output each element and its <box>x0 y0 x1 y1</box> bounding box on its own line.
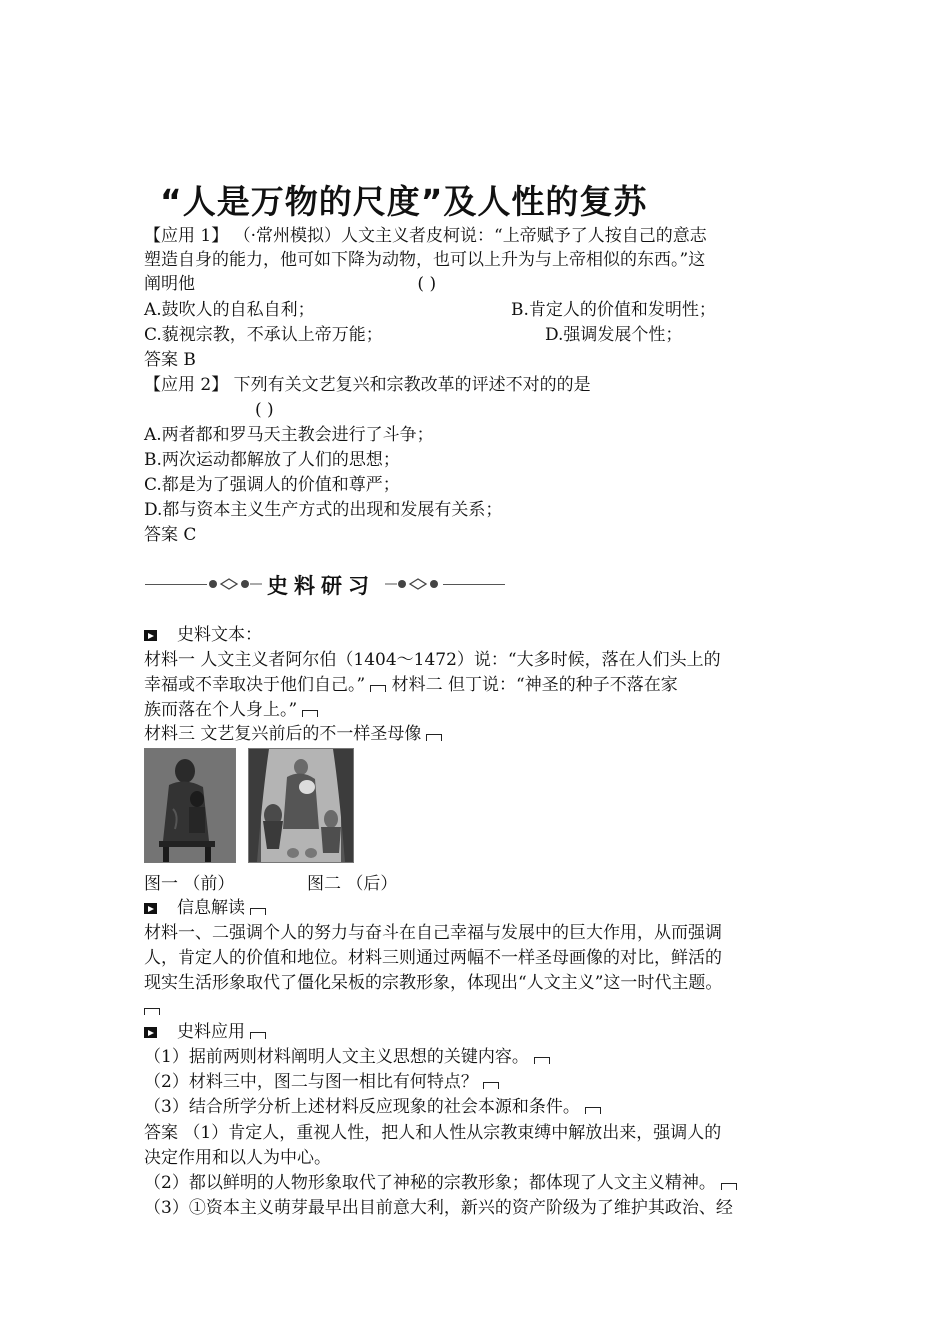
image-caption-after: 图二 （后） <box>307 874 398 894</box>
q2-stem: 【应用 2】 下列有关文艺复兴和宗教改革的评述不对的的是 <box>144 375 591 395</box>
interpretation-line3: 现实生活形象取代了僵化呆板的宗教形象，体现出“人文主义”这一时代主题。 <box>144 973 723 993</box>
madonna-before-image <box>144 748 236 863</box>
q2-answer-blank: ( ) <box>255 400 274 420</box>
image-caption-before: 图一 （前） <box>144 874 235 894</box>
return-mark-icon <box>302 710 318 717</box>
play-bullet-icon <box>144 630 157 641</box>
application-question-1 <box>144 1045 550 1069</box>
play-bullet-icon <box>144 903 157 914</box>
return-mark-icon <box>370 685 386 692</box>
madonna-statue-icon <box>145 749 235 862</box>
question-text: （3）结合所学分析上述材料反应现象的社会本源和条件。 <box>144 1097 580 1117</box>
q1-answer: 答案 B <box>144 350 196 370</box>
madonna-after-image <box>248 748 354 863</box>
banner-ornament-left-icon <box>207 577 262 591</box>
section-heading-label: 信息解读 <box>177 898 245 918</box>
material-two-line2 <box>144 698 318 722</box>
q2-option-d: D.都与资本主义生产方式的出现和发展有关系； <box>144 500 503 520</box>
page-title: “人是万物的尺度”及人性的复苏 <box>160 182 648 221</box>
question-text: （2）材料三中，图二与图一相比有何特点？ <box>144 1072 478 1092</box>
interpretation-end <box>144 996 160 1020</box>
material-three-text: 材料三 文艺复兴前后的不一样圣母像 <box>144 724 422 744</box>
material-two-end: 族而落在个人身上。” <box>144 700 298 720</box>
application-answer-3: （3）①资本主义萌芽最早出目前意大利，新兴的资产阶级为了维护其政治、经 <box>144 1198 733 1218</box>
application-answer-1-cont: 决定作用和以人为中心。 <box>144 1148 331 1168</box>
q1-option-d: D.强调发展个性； <box>545 325 683 345</box>
interpretation-line1: 材料一、二强调个人的努力与奋斗在自己幸福与发展中的巨大作用，从而强调 <box>144 923 722 943</box>
application-question-2 <box>144 1070 499 1094</box>
interpretation-line2: 人，肯定人的价值和地位。材料三则通过两幅不一样圣母画像的对比，鲜活的 <box>144 948 722 968</box>
section-heading-label: 史料应用 <box>177 1022 245 1042</box>
q2-option-a: A.两者都和罗马天主教会进行了斗争； <box>144 425 434 445</box>
return-mark-icon <box>585 1107 601 1114</box>
return-mark-icon <box>250 1032 266 1039</box>
section-interpretation-heading <box>144 896 266 920</box>
return-mark-icon <box>144 1008 160 1015</box>
q1-option-a: A.鼓吹人的自私自利； <box>144 300 315 320</box>
banner-title: 史料研习 <box>267 574 375 598</box>
application-answer-1: 答案 （1）肯定人，重视人性，把人和人性从宗教束缚中解放出来，强调人的 <box>144 1123 722 1143</box>
section-application-heading <box>144 1020 266 1044</box>
q1-option-c: C.藐视宗教，不承认上帝万能； <box>144 325 383 345</box>
banner-rule-right <box>443 584 505 585</box>
material-one-line1: 材料一 人文主义者阿尔伯（1404～1472）说：“大多时候，落在人们头上的 <box>144 650 721 670</box>
q2-option-c: C.都是为了强调人的价值和尊严； <box>144 475 400 495</box>
section-source-text-heading <box>144 623 262 647</box>
banner-rule-left <box>145 584 207 585</box>
return-mark-icon <box>426 734 442 741</box>
q1-answer-blank: ( ) <box>417 274 437 294</box>
section-banner <box>145 566 505 602</box>
q1-stem-line1: 【应用 1】 （·常州模拟）人文主义者皮柯说：“上帝赋予了人按自己的意志 <box>144 226 707 246</box>
q1-stem-line3 <box>144 272 436 296</box>
q1-stem-text: 阐明他 <box>144 274 195 294</box>
return-mark-icon <box>534 1057 550 1064</box>
q1-stem-line2: 塑造自身的能力，他可如下降为动物，也可以上升为与上帝相似的东西。”这 <box>144 250 706 270</box>
q2-option-b: B.两次运动都解放了人们的思想； <box>144 450 400 470</box>
q1-option-b: B.肯定人的价值和发明性； <box>511 300 716 320</box>
banner-ornament-right-icon <box>385 577 440 591</box>
question-text: （1）据前两则材料阐明人文主义思想的关键内容。 <box>144 1047 529 1067</box>
return-mark-icon <box>483 1082 499 1089</box>
q2-answer: 答案 C <box>144 525 197 545</box>
answer-text: （2）都以鲜明的人物形象取代了神秘的宗教形象；都体现了人文主义精神。 <box>144 1173 716 1193</box>
section-heading-label: 史料文本： <box>177 625 262 645</box>
play-bullet-icon <box>144 1027 157 1038</box>
sistine-madonna-icon <box>249 749 353 862</box>
material-two-start: 材料二 但丁说：“神圣的种子不落在家 <box>386 675 678 695</box>
return-mark-icon <box>250 908 266 915</box>
return-mark-icon <box>721 1183 737 1190</box>
application-answer-2 <box>144 1171 737 1195</box>
material-one-line2 <box>144 673 678 697</box>
application-question-3 <box>144 1095 601 1119</box>
material-three-line <box>144 722 442 746</box>
material-one-end: 幸福或不幸取决于他们自己。” <box>144 675 366 695</box>
